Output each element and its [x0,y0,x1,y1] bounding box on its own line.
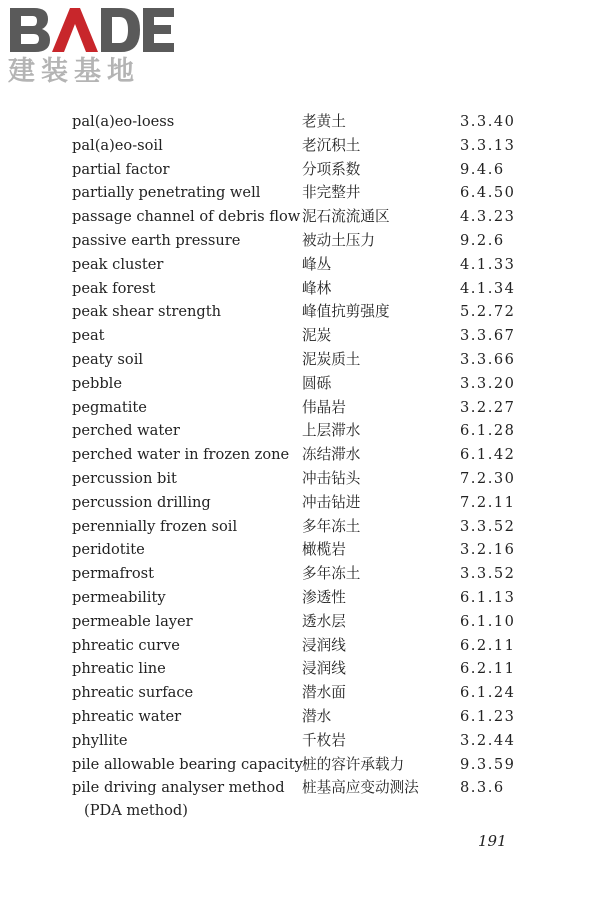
glossary-entry [72,586,532,610]
glossary-code: 7.2.11 [460,493,516,511]
glossary-term: peak forest [72,279,156,297]
glossary-entry [72,205,532,229]
glossary-term: peat [72,327,105,345]
glossary-code: 9.4.6 [460,160,505,178]
bade-logo-icon [8,6,176,54]
glossary-continuation: (PDA method) [84,802,188,820]
glossary-chinese: 千枚岩 [302,731,346,749]
glossary-chinese: 老黄土 [302,113,346,130]
glossary-term: pile driving analyser method [72,779,285,797]
glossary-entry [72,776,532,800]
glossary-code: 9.3.59 [460,755,516,773]
glossary-term: pile allowable bearing capacity [72,755,303,773]
glossary-chinese: 潜水面 [302,684,346,702]
glossary-term: peak cluster [72,255,164,273]
glossary-term: permafrost [72,565,155,583]
glossary-code: 4.1.33 [460,255,516,273]
glossary-chinese: 橄榄岩 [302,541,346,559]
glossary-entry [72,277,532,301]
glossary-chinese: 伟晶岩 [302,398,346,416]
glossary-chinese: 上层滞水 [302,422,361,440]
glossary-code: 6.1.13 [460,588,516,606]
glossary-chinese: 泥炭质土 [302,350,361,368]
glossary-chinese: 多年冻土 [302,517,361,535]
glossary-term: passive earth pressure [72,231,241,249]
glossary-entry [72,753,532,777]
glossary-entry [72,372,532,396]
glossary-code: 6.4.50 [460,184,516,202]
glossary-term: pal(a)eo-soil [72,136,163,154]
glossary-code: 4.3.23 [460,208,516,226]
glossary-entry [72,657,532,681]
brand-logo [8,6,178,86]
glossary-chinese: 桩基高应变动测法 [302,779,419,797]
glossary-term: partial factor [72,160,170,178]
glossary-code: 8.3.6 [460,779,505,797]
glossary-chinese: 桩的容许承载力 [302,755,405,773]
glossary-code: 5.2.72 [460,303,516,321]
glossary-code: 3.2.27 [460,398,516,416]
glossary-code: 3.3.20 [460,374,516,392]
glossary-term: perched water in frozen zone [72,446,290,464]
glossary-entry [72,253,532,277]
glossary-chinese: 泥炭 [302,327,332,345]
glossary-entry [72,610,532,634]
glossary-chinese: 渗透性 [302,588,346,606]
glossary-chinese: 冲击钻头 [302,469,361,487]
glossary-code: 3.3.52 [460,517,516,535]
glossary-entry [72,538,532,562]
glossary-chinese: 分项系数 [302,160,361,178]
glossary-entry [72,110,532,134]
glossary-chinese: 峰林 [302,279,332,297]
glossary-term: perched water [72,422,180,440]
glossary-code: 6.2.11 [460,660,516,678]
glossary-term: passage channel of debris flow [72,208,301,226]
brand-subtitle: 建装基地 [8,56,140,87]
glossary-code: 3.2.16 [460,541,516,559]
glossary-entry [72,634,532,658]
glossary-entry [72,443,532,467]
glossary-term: percussion drilling [72,493,211,511]
glossary-entry [72,324,532,348]
glossary-entry [72,396,532,420]
glossary-chinese: 潜水 [302,707,332,725]
glossary-entry [72,729,532,753]
glossary-chinese: 泥石流流通区 [302,208,390,226]
glossary-entry [72,419,532,443]
glossary-term: permeable layer [72,612,193,630]
glossary-code: 3.3.40 [460,113,516,130]
glossary-term: perennially frozen soil [72,517,238,535]
glossary-term: peridotite [72,541,145,559]
glossary-code: 9.2.6 [460,231,505,249]
glossary-entry [72,681,532,705]
glossary-chinese: 老沉积土 [302,136,361,154]
glossary-code: 6.1.42 [460,446,516,464]
glossary-term: permeability [72,588,166,606]
glossary-chinese: 峰值抗剪强度 [302,303,390,321]
glossary-term: phreatic line [72,660,166,678]
glossary-entry [72,491,532,515]
glossary-term: phreatic surface [72,684,194,702]
glossary-entry [72,181,532,205]
glossary-chinese: 被动土压力 [302,231,375,249]
glossary-entry [72,348,532,372]
glossary-chinese: 浸润线 [302,660,346,678]
glossary-code: 3.3.66 [460,350,516,368]
glossary-entry [72,229,532,253]
glossary-entry [72,134,532,158]
glossary-term: partially penetrating well [72,184,261,202]
glossary-entry [72,515,532,539]
glossary-chinese: 冲击钻进 [302,493,361,511]
glossary-term: pal(a)eo-loess [72,113,175,130]
glossary-chinese: 冻结滞水 [302,446,361,464]
glossary-entry [72,562,532,586]
glossary-term: phreatic curve [72,636,180,654]
glossary-chinese: 透水层 [302,612,346,630]
glossary-entry [72,158,532,182]
glossary-code: 6.2.11 [460,636,516,654]
glossary-list [72,110,532,822]
glossary-term: peak shear strength [72,303,221,321]
glossary-term: phreatic water [72,707,182,725]
glossary-chinese: 峰丛 [302,255,332,273]
glossary-code: 3.3.52 [460,565,516,583]
glossary-code: 3.3.67 [460,327,516,345]
glossary-chinese: 非完整井 [302,184,361,202]
glossary-code: 3.2.44 [460,731,516,749]
glossary-term: phyllite [72,731,128,749]
glossary-code: 3.3.13 [460,136,516,154]
glossary-term: percussion bit [72,469,177,487]
page-number: 191 [478,832,507,850]
glossary-entry [72,467,532,491]
glossary-chinese: 浸润线 [302,636,346,654]
glossary-code: 6.1.10 [460,612,516,630]
glossary-code: 6.1.28 [460,422,516,440]
glossary-code: 6.1.24 [460,684,516,702]
glossary-entry [72,300,532,324]
glossary-term: peaty soil [72,350,144,368]
glossary-code: 7.2.30 [460,469,516,487]
glossary-code: 4.1.34 [460,279,516,297]
glossary-term: pegmatite [72,398,147,416]
glossary-term: pebble [72,374,122,392]
glossary-chinese: 多年冻土 [302,565,361,583]
glossary-entry [72,705,532,729]
glossary-code: 6.1.23 [460,707,516,725]
glossary-chinese: 圆砾 [302,374,332,392]
